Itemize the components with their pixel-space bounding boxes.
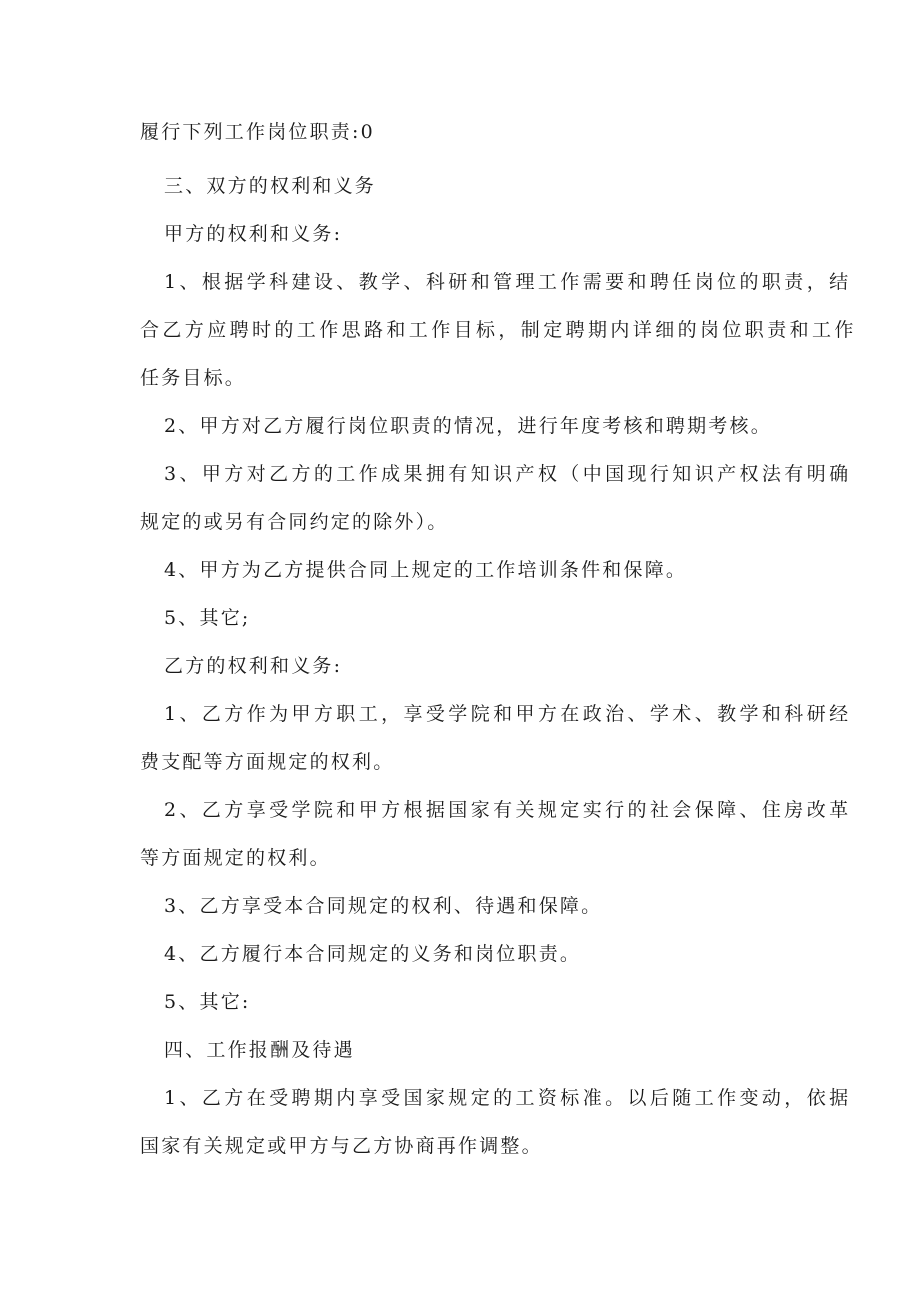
text-line: 2、乙方享受学院和甲方根据国家有关规定实行的社会保障、住房改革 — [164, 799, 852, 821]
text-line: 1、根据学科建设、教学、科研和管理工作需要和聘任岗位的职责，结 — [164, 271, 852, 293]
text-line: 费支配等方面规定的权利。 — [140, 751, 395, 773]
text-line: 履行下列工作岗位职责:0 — [140, 121, 375, 143]
text-line: 1、乙方在受聘期内享受国家规定的工资标准。以后随工作变动，依据 — [164, 1087, 852, 1109]
section-heading: 三、双方的权利和义务 — [164, 175, 377, 197]
section-heading: 四、工作报酬及待遇 — [164, 1039, 355, 1061]
text-line: 规定的或另有合同约定的除外）。 — [140, 511, 449, 533]
text-line: 1、乙方作为甲方职工，享受学院和甲方在政治、学术、教学和科研经 — [164, 703, 852, 725]
text-line: 任务目标。 — [140, 367, 247, 389]
subsection-heading: 甲方的权利和义务: — [164, 223, 343, 245]
text-line: 等方面规定的权利。 — [140, 847, 331, 869]
text-line: 5、其它; — [164, 607, 251, 629]
text-line: 4、甲方为乙方提供合同上规定的工作培训条件和保障。 — [164, 559, 688, 581]
text-line: 合乙方应聘时的工作思路和工作目标，制定聘期内详细的岗位职责和工作 — [140, 319, 857, 341]
text-line: 5、其它: — [164, 991, 251, 1013]
text-line: 2、甲方对乙方履行岗位职责的情况，进行年度考核和聘期考核。 — [164, 415, 772, 437]
text-line: 3、乙方享受本合同规定的权利、待遇和保障。 — [164, 895, 603, 917]
text-line: 3、甲方对乙方的工作成果拥有知识产权（中国现行知识产权法有明确 — [164, 463, 852, 485]
text-line: 国家有关规定或甲方与乙方协商再作调整。 — [140, 1135, 543, 1157]
subsection-heading: 乙方的权利和义务: — [164, 655, 343, 677]
text-line: 4、乙方履行本合同规定的义务和岗位职责。 — [164, 943, 582, 965]
